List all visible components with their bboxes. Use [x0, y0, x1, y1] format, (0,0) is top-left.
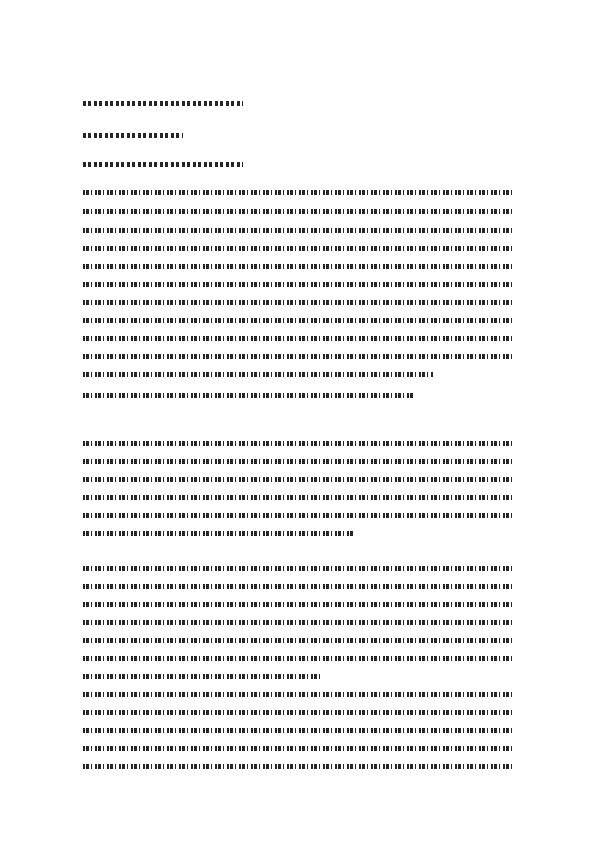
text-line	[83, 566, 513, 571]
text-line	[83, 495, 513, 500]
header-line-3	[83, 162, 243, 167]
text-line	[83, 209, 513, 214]
text-line	[83, 459, 513, 464]
text-line	[83, 246, 513, 251]
text-line	[83, 190, 513, 195]
text-line	[83, 513, 513, 518]
text-line	[83, 336, 513, 341]
text-line	[83, 300, 513, 305]
text-line	[83, 602, 513, 607]
text-line	[83, 746, 513, 751]
text-line	[83, 372, 433, 377]
text-line	[83, 228, 513, 233]
text-line	[83, 620, 513, 625]
text-line	[83, 393, 413, 398]
text-line	[83, 531, 353, 536]
text-line	[83, 656, 513, 661]
header-line-1	[83, 101, 243, 106]
text-line	[83, 282, 513, 287]
text-line	[83, 441, 513, 446]
text-line	[83, 710, 513, 715]
text-line	[83, 354, 513, 359]
header-line-2	[83, 133, 183, 138]
text-line	[83, 764, 513, 769]
text-line	[83, 638, 513, 643]
text-line	[83, 584, 513, 589]
text-line	[83, 728, 513, 733]
text-line	[83, 674, 323, 679]
text-line	[83, 692, 513, 697]
text-line	[83, 477, 513, 482]
text-line	[83, 318, 513, 323]
text-line	[83, 264, 513, 269]
